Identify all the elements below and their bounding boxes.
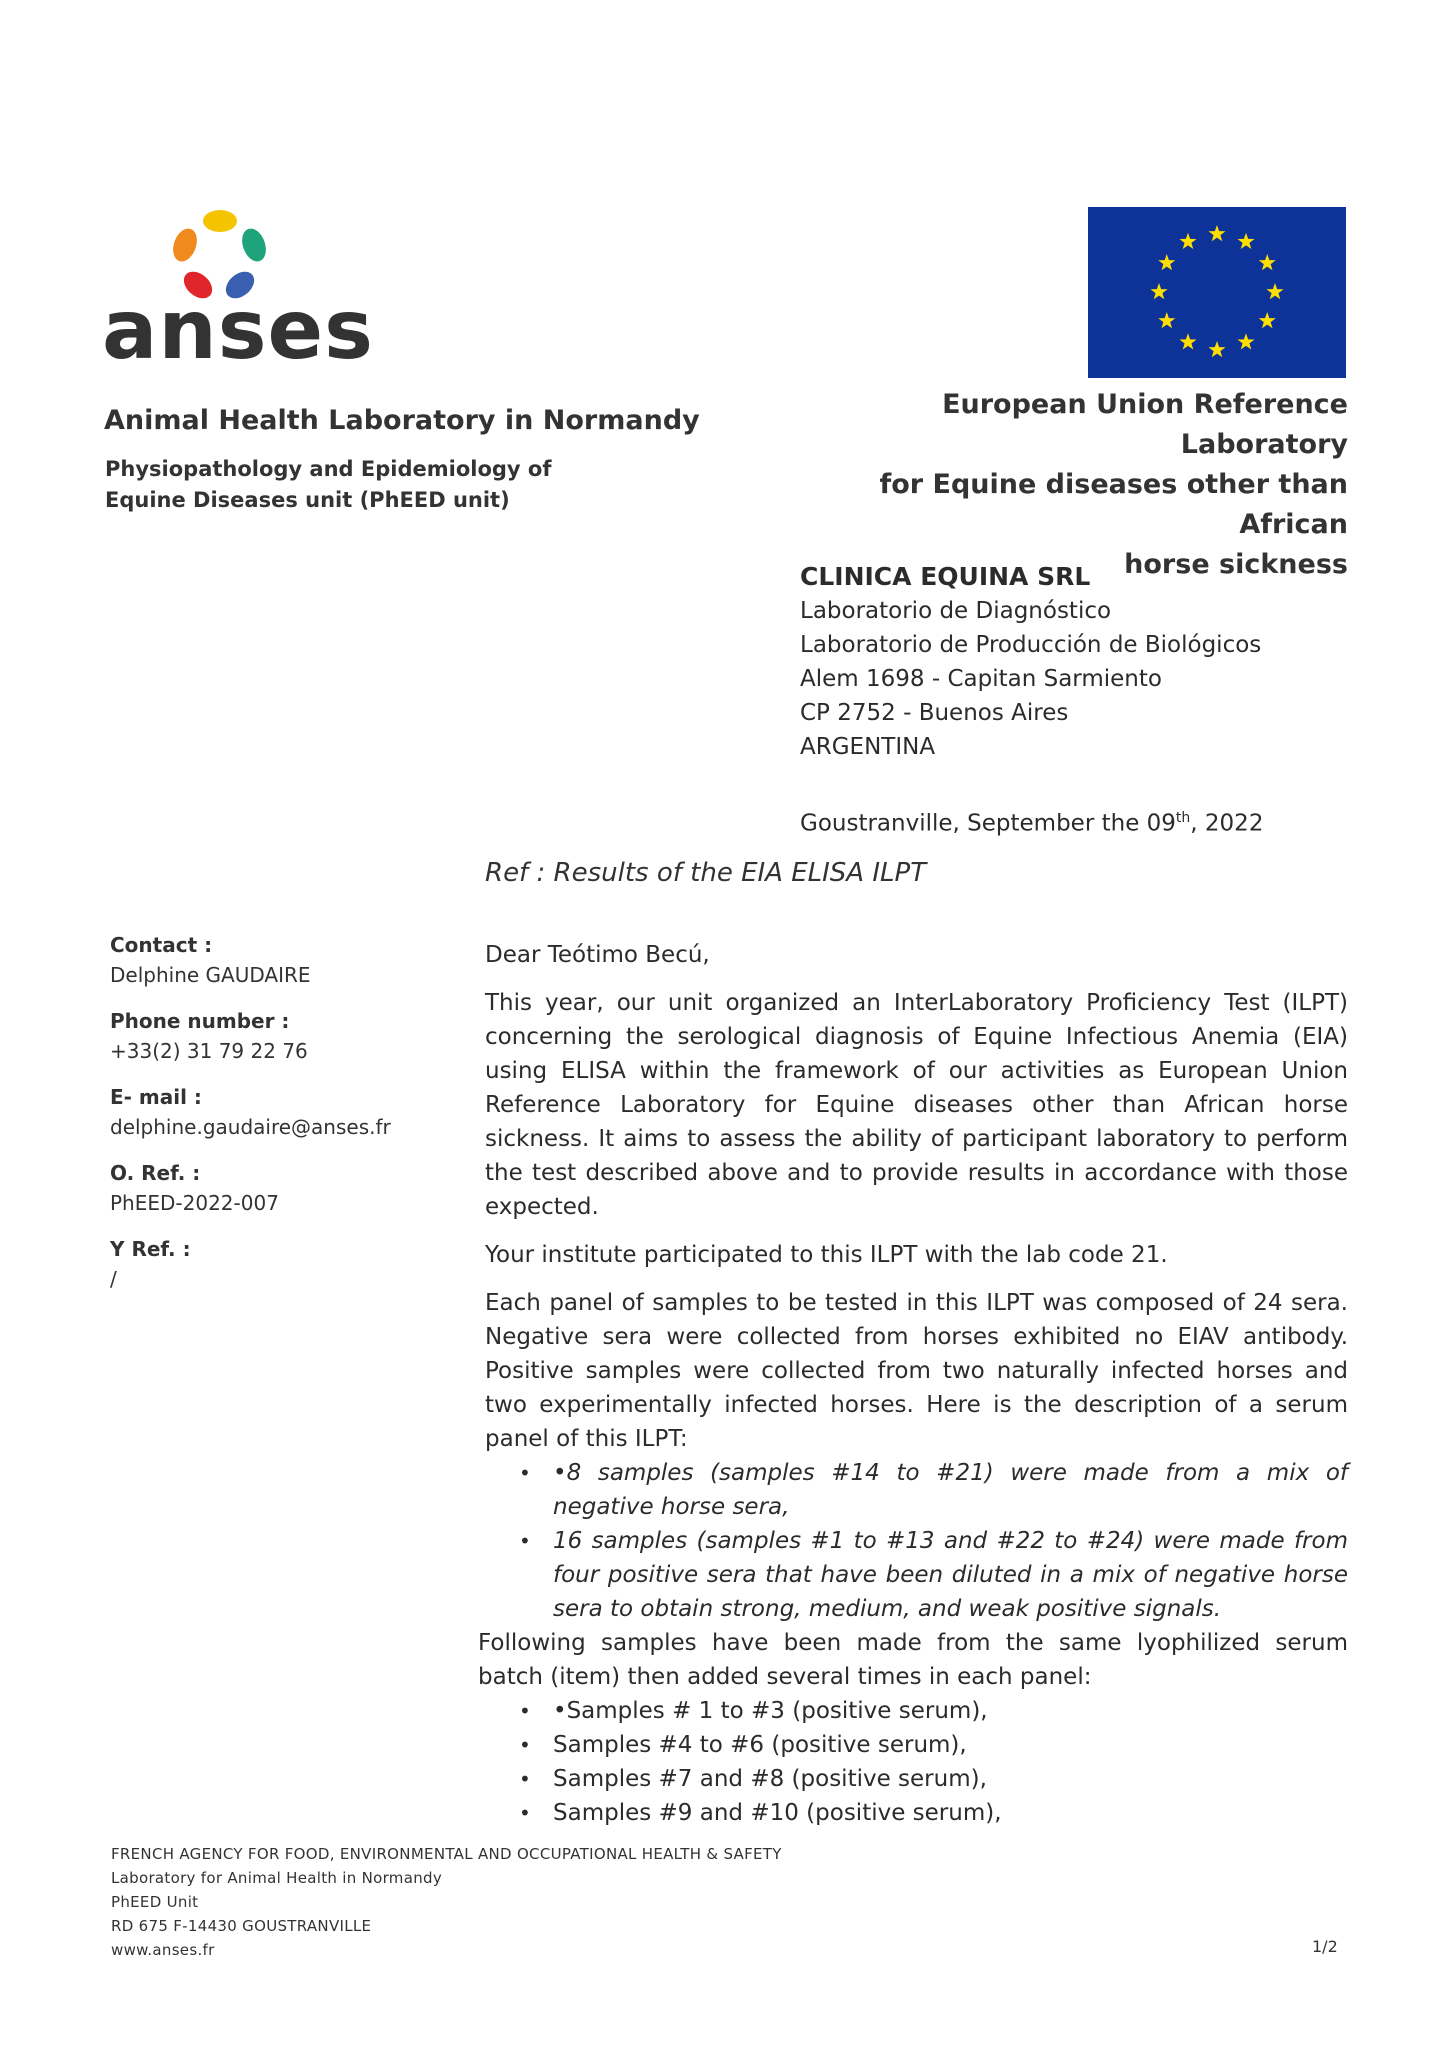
letter-ref: Ref : Results of the EIA ELISA ILPT [485, 858, 927, 888]
eurl-title-line3: horse sickness [1124, 549, 1348, 580]
list-item: • •Samples # 1 to #3 (positive serum), [519, 1694, 1348, 1728]
list-item: • Samples #4 to #6 (positive serum), [519, 1728, 1348, 1762]
lab-subtitle: Physiopathology and Epidemiology of Equine Diseases unit (PhEED unit) [105, 457, 552, 512]
footer [111, 1842, 782, 1962]
list-item: • •8 samples (samples #14 to #21) were made from a mix of negative horse sera, [519, 1456, 1348, 1524]
date-prefix: Goustranville, September the 09 [800, 810, 1176, 837]
recipient-line: ARGENTINA [800, 734, 936, 760]
date-suffix: , 2022 [1190, 810, 1264, 837]
letter-body [478, 938, 1348, 1830]
paragraph: This year, our unit organized an InterLaboratory Proficiency Test (ILPT) concerning the serological diagnosis of Equine Infectious Anemia (EIA) using ELISA within the framework of our activities as European Union Reference Laboratory for Equine diseases other than African horse sickness. It aims to assess the ability of participant laboratory to perform the test described above and to provide results in accordance with those expected. [485, 990, 1348, 1220]
phone-label: Phone number : [110, 1009, 290, 1033]
paragraph: Each panel of samples to be tested in this ILPT was composed of 24 sera. Negative sera were collected from horses exhibited no EIAV antibody. Positive samples were collected from two naturally infected horses and two experimentally infected horses. Here is the description of a serum panel of this ILPT: [485, 1290, 1348, 1452]
eurl-title-line2: for Equine diseases other than African [879, 469, 1348, 540]
footer-line: Laboratory for Animal Health in Normandy [111, 1869, 443, 1887]
lab-title: Animal Health Laboratory in Normandy [104, 405, 700, 436]
email-value[interactable]: delphine.gaudaire@anses.fr [110, 1115, 391, 1139]
date-sup: th [1175, 810, 1191, 826]
recipient-name: CLINICA EQUINA SRL [800, 562, 1091, 591]
recipient-line: Laboratorio de Producción de Biológicos [800, 632, 1262, 658]
recipient-address [800, 560, 1360, 764]
yref-value: / [110, 1267, 117, 1291]
phone-value: +33(2) 31 79 22 76 [110, 1039, 308, 1063]
list-item: • 16 samples (samples #1 to #13 and #22 to #24) were made from four positive sera that have been diluted in a mix of negative horse sera to obtain strong, medium, and weak positive signals. [519, 1524, 1348, 1626]
oref-value: PhEED-2022-007 [110, 1191, 279, 1215]
greeting: Dear Teótimo Becú, [485, 942, 710, 968]
footer-line: PhEED Unit [111, 1893, 199, 1911]
yref-label: Y Ref. : [110, 1237, 191, 1261]
recipient-line: Alem 1698 - Capitan Sarmiento [800, 666, 1162, 692]
list-item: • Samples #7 and #8 (positive serum), [519, 1762, 1348, 1796]
footer-line: FRENCH AGENCY FOR FOOD, ENVIRONMENTAL AND OCCUPATIONAL HEALTH & SAFETY [111, 1845, 782, 1863]
recipient-line: CP 2752 - Buenos Aires [800, 700, 1069, 726]
paragraph: Following samples have been made from the same lyophilized serum batch (item) then added several times in each panel: [478, 1630, 1348, 1690]
contact-label: Contact : [110, 933, 213, 957]
recipient-line: Laboratorio de Diagnóstico [800, 598, 1112, 624]
eurl-title [780, 385, 1348, 585]
contact-column [110, 930, 450, 1310]
eurl-title-line1: European Union Reference Laboratory [942, 389, 1348, 460]
list-item: • Samples #9 and #10 (positive serum), [519, 1796, 1348, 1830]
footer-website[interactable]: www.anses.fr [111, 1941, 215, 1959]
oref-label: O. Ref. : [110, 1161, 201, 1185]
email-label: E- mail : [110, 1085, 202, 1109]
page-number: 1/2 [1312, 1937, 1338, 1956]
eu-flag-icon [1088, 207, 1346, 378]
paragraph: Your institute participated to this ILPT with the lab code 21. [485, 1242, 1168, 1268]
contact-value: Delphine GAUDAIRE [110, 963, 311, 987]
letter-date [800, 810, 1263, 837]
sample-list-1 [485, 1456, 1348, 1626]
anses-logo-text: anses [102, 283, 374, 378]
sample-list-2 [485, 1694, 1348, 1830]
footer-line: RD 675 F-14430 GOUSTRANVILLE [111, 1917, 372, 1935]
